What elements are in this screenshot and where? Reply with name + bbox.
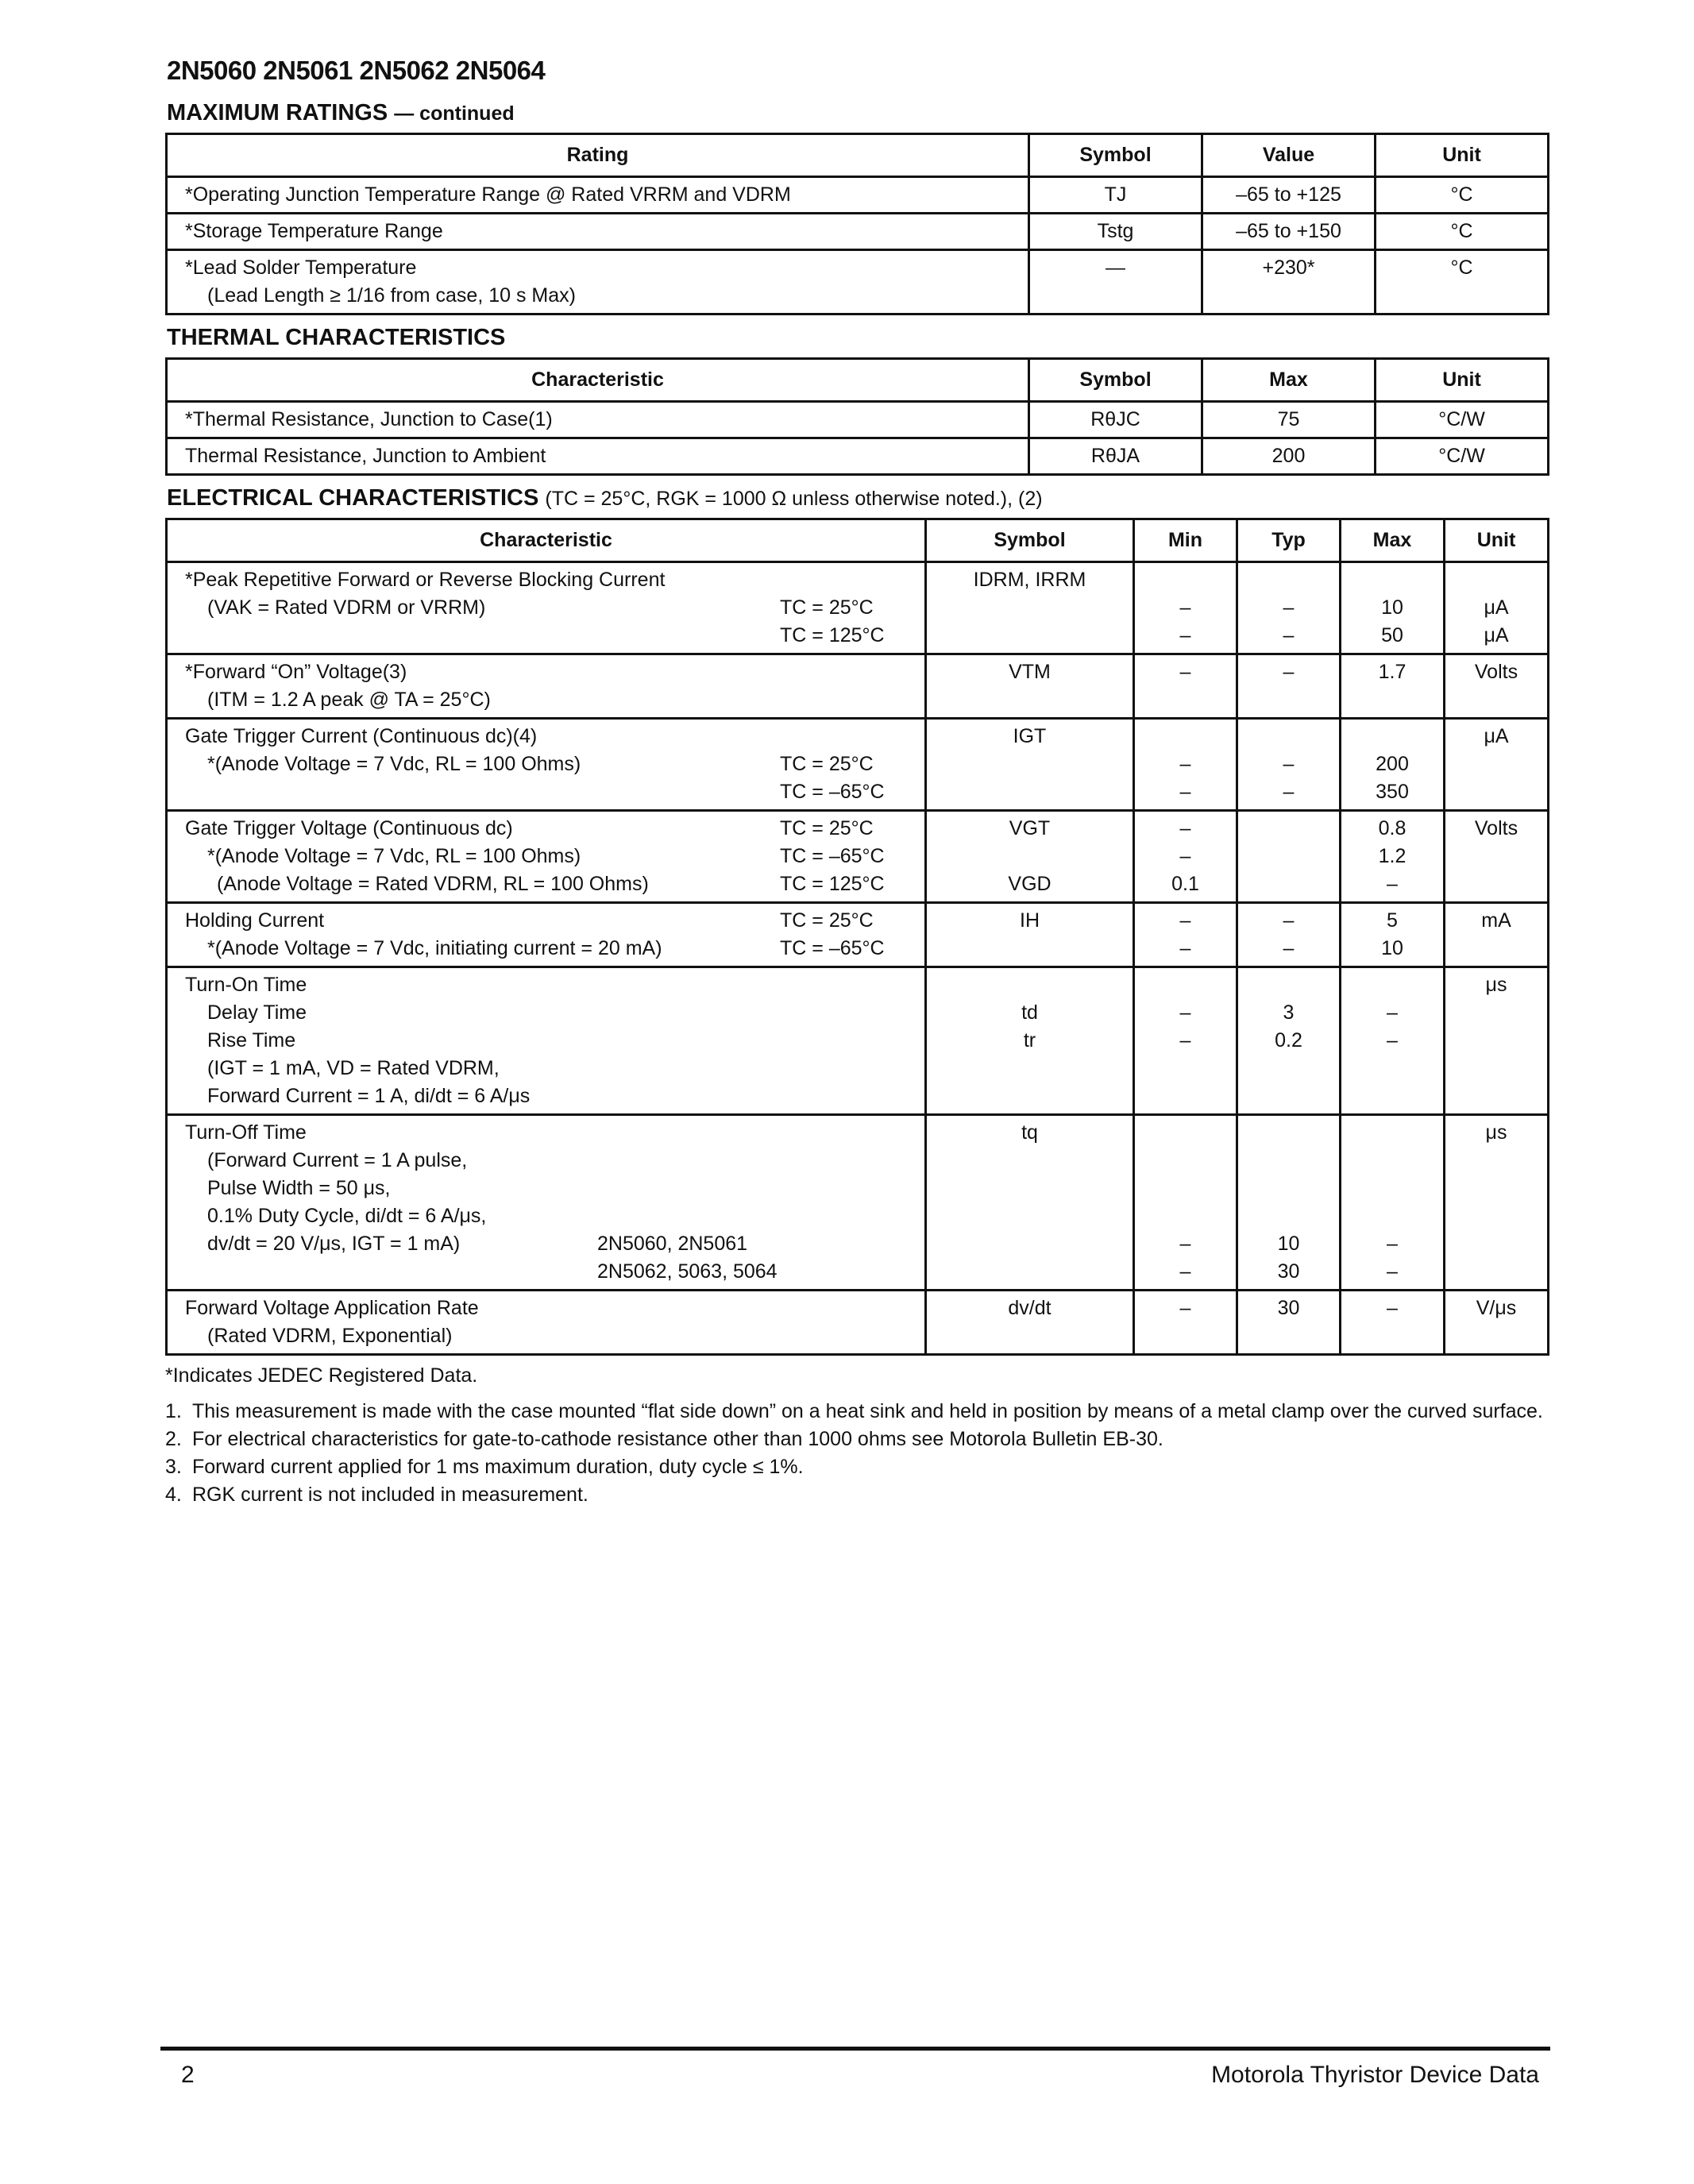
rating-line: *Lead Solder Temperature [185, 257, 417, 279]
max-ratings-title [167, 100, 1547, 126]
max-cell: 1.7 [1341, 654, 1445, 719]
char-line-row [185, 815, 915, 843]
table-row [167, 903, 1549, 967]
table-row [167, 250, 1549, 314]
table-row [167, 438, 1549, 475]
table-header-row [167, 134, 1549, 177]
value: – [1283, 781, 1295, 803]
value: – [1387, 873, 1398, 895]
value: – [1179, 1260, 1191, 1283]
char-line-row [185, 843, 915, 870]
page-number: 2 [181, 2062, 195, 2088]
value: 10 [1381, 596, 1403, 619]
value-cell: –65 to +150 [1202, 214, 1376, 250]
value: 5 [1387, 909, 1398, 932]
char-line-row [185, 622, 915, 650]
typ-cell: 30 [1237, 1291, 1341, 1355]
char-line: *Peak Repetitive Forward or Reverse Blocking Current [185, 569, 666, 591]
column-header: Unit [1376, 134, 1549, 177]
footnote-number: 1. [165, 1400, 182, 1422]
spacer [1241, 1202, 1336, 1230]
column-header: Unit [1445, 519, 1549, 562]
value: – [1387, 1001, 1398, 1024]
char-line-row [185, 907, 915, 935]
table-row [167, 811, 1549, 903]
spacer [930, 971, 1129, 999]
unit-cell: °C [1376, 214, 1549, 250]
char-line: Delay Time [207, 1001, 307, 1024]
footnote-number: 3. [165, 1456, 182, 1478]
footer-publication: Motorola Thyristor Device Data [1211, 2062, 1539, 2088]
characteristic-cell [167, 562, 926, 654]
unit-cell: V/μs [1445, 1291, 1549, 1355]
char-line: 0.1% Duty Cycle, di/dt = 6 A/μs, [207, 1205, 487, 1227]
spacer [1241, 1147, 1336, 1175]
typ-cell: – [1237, 654, 1341, 719]
unit-cell: °C [1376, 250, 1549, 314]
unit-cell: Volts [1445, 654, 1549, 719]
typ-cell [1237, 1115, 1341, 1291]
jedec-note: *Indicates JEDEC Registered Data. [165, 1364, 478, 1387]
footnote [165, 1453, 1547, 1481]
char-line: *Forward “On” Voltage(3) [185, 661, 407, 683]
symbol-cell: RθJA [1029, 438, 1202, 475]
max-cell: – [1341, 1291, 1445, 1355]
typ-cell [1237, 811, 1341, 903]
spacer [1138, 1175, 1233, 1202]
column-header: Symbol [926, 519, 1134, 562]
max-cell [1341, 811, 1445, 903]
symbol-cell: IGT [926, 719, 1134, 811]
char-line: Forward Current = 1 A, di/dt = 6 A/μs [207, 1085, 531, 1107]
table-row [167, 177, 1549, 214]
spacer [1138, 971, 1233, 999]
symbol-cell: IH [926, 903, 1134, 967]
spacer [1345, 971, 1440, 999]
unit-cell: °C/W [1376, 438, 1549, 475]
symbol: td [1021, 1001, 1038, 1024]
rating-line: (Lead Length ≥ 1/16 from case, 10 s Max) [207, 284, 576, 307]
value: – [1283, 753, 1295, 775]
char-line: (Forward Current = 1 A pulse, [207, 1149, 468, 1171]
value: – [1179, 909, 1191, 932]
char-line-row [185, 594, 915, 622]
char-line: (VAK = Rated VDRM or VRRM) [207, 596, 486, 619]
char-line: *(Anode Voltage = 7 Vdc, RL = 100 Ohms) [207, 753, 581, 775]
value: 50 [1381, 624, 1403, 646]
max-cell: 200 [1202, 438, 1376, 475]
char-line: Gate Trigger Current (Continuous dc)(4) [185, 725, 538, 747]
max-cell [1341, 903, 1445, 967]
document-title: 2N5060 2N5061 2N5062 2N5064 [167, 56, 546, 85]
spacer [207, 778, 780, 806]
table-row [167, 1291, 1549, 1355]
max-cell [1341, 719, 1445, 811]
symbol: VGD [1008, 873, 1052, 895]
value: 3 [1283, 1001, 1295, 1024]
value: – [1179, 1029, 1191, 1051]
condition-text: TC = 25°C [780, 817, 874, 839]
spacer [930, 843, 1129, 870]
max-cell [1341, 1115, 1445, 1291]
condition-text: TC = –65°C [780, 845, 885, 867]
char-line-row [185, 870, 915, 898]
value: 200 [1376, 753, 1409, 775]
rating-cell [167, 250, 1029, 314]
footnote-number: 2. [165, 1428, 182, 1450]
column-header: Min [1134, 519, 1237, 562]
char-line-row [185, 778, 915, 806]
min-cell [1134, 811, 1237, 903]
value: – [1179, 624, 1191, 646]
characteristic-cell [167, 1291, 926, 1355]
symbol-cell: Tstg [1029, 214, 1202, 250]
condition-text: TC = 125°C [780, 624, 885, 646]
table-header-row [167, 359, 1549, 402]
condition-text: TC = –65°C [780, 781, 885, 803]
spacer [1241, 723, 1336, 751]
spacer [1241, 1175, 1336, 1202]
symbol-cell: TJ [1029, 177, 1202, 214]
thermal-table [165, 357, 1549, 476]
value: – [1283, 937, 1295, 959]
symbol: VGT [1009, 817, 1051, 839]
characteristic-cell [167, 967, 926, 1115]
unit-cell: °C/W [1376, 402, 1549, 438]
table-row [167, 719, 1549, 811]
char-line: (ITM = 1.2 A peak @ TA = 25°C) [207, 689, 491, 711]
device-text: 2N5060, 2N5061 [597, 1233, 748, 1255]
typ-cell [1237, 562, 1341, 654]
unit-cell: Volts [1445, 811, 1549, 903]
value: 30 [1277, 1260, 1300, 1283]
value: – [1387, 1029, 1398, 1051]
value: – [1283, 596, 1295, 619]
max-ratings-table [165, 133, 1549, 315]
symbol-cell: dv/dt [926, 1291, 1134, 1355]
column-header: Typ [1237, 519, 1341, 562]
char-line-row [185, 935, 915, 963]
value: – [1179, 753, 1191, 775]
symbol-cell: — [1029, 250, 1202, 314]
spacer [207, 1258, 597, 1286]
spacer [1241, 971, 1336, 999]
value: – [1283, 624, 1295, 646]
max-ratings-suffix: — continued [394, 102, 515, 125]
spacer [1138, 1119, 1233, 1147]
rating-cell: *Operating Junction Temperature Range @ Rated VRRM and VDRM [167, 177, 1029, 214]
footnote [165, 1426, 1547, 1453]
value: 10 [1381, 937, 1403, 959]
value: – [1283, 909, 1295, 932]
electrical-heading: ELECTRICAL CHARACTERISTICS [167, 485, 539, 511]
value: 350 [1376, 781, 1409, 803]
footnote-text: For electrical characteristics for gate-to-cathode resistance other than 1000 ohms see Motorola Bulletin EB-30. [192, 1428, 1163, 1450]
value: 10 [1277, 1233, 1300, 1255]
footnote-text: Forward current applied for 1 ms maximum duration, duty cycle ≤ 1%. [192, 1456, 804, 1478]
electrical-table [165, 518, 1549, 1356]
characteristic-cell [167, 654, 926, 719]
char-line: *(Anode Voltage = 7 Vdc, initiating current = 20 mA) [207, 937, 662, 959]
unit-cell: °C [1376, 177, 1549, 214]
column-header: Unit [1376, 359, 1549, 402]
characteristic-cell: Thermal Resistance, Junction to Ambient [167, 438, 1029, 475]
table-row [167, 562, 1549, 654]
char-line-row [185, 1230, 915, 1258]
symbol-cell: RθJC [1029, 402, 1202, 438]
spacer [1138, 723, 1233, 751]
max-cell [1341, 967, 1445, 1115]
typ-cell [1237, 967, 1341, 1115]
column-header: Max [1202, 359, 1376, 402]
min-cell [1134, 967, 1237, 1115]
value: 0.1 [1171, 873, 1199, 895]
symbol-cell [926, 967, 1134, 1115]
condition-text: TC = 125°C [780, 873, 885, 895]
datasheet-page [165, 56, 1547, 1509]
char-line-row [185, 751, 915, 778]
footnote-text: RGK current is not included in measurement. [192, 1484, 588, 1506]
value: – [1179, 1001, 1191, 1024]
char-line: Gate Trigger Voltage (Continuous dc) [185, 817, 513, 839]
spacer [1345, 1119, 1440, 1147]
notes-section [165, 1362, 1547, 1509]
max-cell [1341, 562, 1445, 654]
max-ratings-heading: MAXIMUM RATINGS [167, 100, 388, 125]
column-header: Rating [167, 134, 1029, 177]
typ-cell [1237, 903, 1341, 967]
spacer [1241, 566, 1336, 594]
value: μA [1484, 624, 1509, 646]
thermal-title: THERMAL CHARACTERISTICS [167, 325, 506, 350]
symbol-cell: VTM [926, 654, 1134, 719]
value-cell: +230* [1202, 250, 1376, 314]
value: – [1387, 1260, 1398, 1283]
column-header: Value [1202, 134, 1376, 177]
char-line: Turn-Off Time [185, 1121, 307, 1144]
column-header: Characteristic [167, 359, 1029, 402]
unit-cell [1445, 562, 1549, 654]
unit-cell: mA [1445, 903, 1549, 967]
spacer [1345, 1202, 1440, 1230]
characteristic-cell [167, 1115, 926, 1291]
spacer [1345, 723, 1440, 751]
unit-cell: μs [1445, 1115, 1549, 1291]
characteristic-cell [167, 903, 926, 967]
char-line: *(Anode Voltage = 7 Vdc, RL = 100 Ohms) [207, 845, 581, 867]
value: – [1179, 937, 1191, 959]
char-line: (Rated VDRM, Exponential) [207, 1325, 453, 1347]
unit-cell: μs [1445, 967, 1549, 1115]
value: 1.2 [1378, 845, 1407, 867]
column-header: Max [1341, 519, 1445, 562]
char-line: Pulse Width = 50 μs, [207, 1177, 391, 1199]
min-cell: – [1134, 654, 1237, 719]
spacer [1345, 1175, 1440, 1202]
symbol-cell: tq [926, 1115, 1134, 1291]
spacer [1138, 1147, 1233, 1175]
condition-text: TC = 25°C [780, 753, 874, 775]
spacer [207, 622, 780, 650]
char-line: (IGT = 1 mA, VD = Rated VDRM, [207, 1057, 500, 1079]
symbol: tr [1023, 1029, 1036, 1051]
electrical-title [167, 485, 1547, 511]
footer-divider [160, 2047, 1550, 2051]
spacer [1345, 566, 1440, 594]
value: 0.8 [1378, 817, 1407, 839]
min-cell [1134, 903, 1237, 967]
characteristic-cell [167, 719, 926, 811]
column-header: Characteristic [167, 519, 926, 562]
table-row [167, 402, 1549, 438]
electrical-conditions: (TC = 25°C, RGK = 1000 Ω unless otherwise noted.), (2) [545, 488, 1043, 510]
value: – [1387, 1233, 1398, 1255]
value: – [1179, 845, 1191, 867]
table-row [167, 1115, 1549, 1291]
symbol-cell: IDRM, IRRM [926, 562, 1134, 654]
symbol-cell [926, 811, 1134, 903]
value-cell: –65 to +125 [1202, 177, 1376, 214]
min-cell [1134, 719, 1237, 811]
char-line: Forward Voltage Application Rate [185, 1297, 479, 1319]
footnote [165, 1481, 1547, 1509]
value: – [1179, 596, 1191, 619]
char-line: Rise Time [207, 1029, 296, 1051]
min-cell [1134, 562, 1237, 654]
spacer [1138, 566, 1233, 594]
characteristic-cell [167, 811, 926, 903]
table-row [167, 214, 1549, 250]
min-cell: – [1134, 1291, 1237, 1355]
column-header: Symbol [1029, 134, 1202, 177]
footnote [165, 1398, 1547, 1426]
value: – [1179, 781, 1191, 803]
char-line: Turn-On Time [185, 974, 307, 996]
footnote-text: This measurement is made with the case mounted “flat side down” on a heat sink and held in position by means of a metal clamp over the curved surface. [192, 1400, 1543, 1422]
condition-text: TC = 25°C [780, 596, 874, 619]
spacer [1345, 1147, 1440, 1175]
spacer [1241, 1119, 1336, 1147]
spacer [1138, 1202, 1233, 1230]
char-line: (Anode Voltage = Rated VDRM, RL = 100 Ohms) [217, 873, 649, 895]
rating-cell: *Storage Temperature Range [167, 214, 1029, 250]
table-header-row [167, 519, 1549, 562]
characteristic-cell: *Thermal Resistance, Junction to Case(1) [167, 402, 1029, 438]
max-cell: 75 [1202, 402, 1376, 438]
footnote-number: 4. [165, 1484, 182, 1506]
value: 0.2 [1275, 1029, 1302, 1051]
device-text: 2N5062, 5063, 5064 [597, 1260, 778, 1283]
min-cell [1134, 1115, 1237, 1291]
condition-text: TC = –65°C [780, 937, 885, 959]
unit-cell: μA [1445, 719, 1549, 811]
value: – [1179, 817, 1191, 839]
table-row [167, 967, 1549, 1115]
typ-cell [1237, 719, 1341, 811]
char-line: dv/dt = 20 V/μs, IGT = 1 mA) [207, 1233, 461, 1255]
char-line-row [185, 1258, 915, 1286]
value: μA [1484, 596, 1509, 619]
condition-text: TC = 25°C [780, 909, 874, 932]
value: – [1179, 1233, 1191, 1255]
column-header: Symbol [1029, 359, 1202, 402]
spacer [1449, 566, 1544, 594]
table-row [167, 654, 1549, 719]
char-line: Holding Current [185, 909, 325, 932]
